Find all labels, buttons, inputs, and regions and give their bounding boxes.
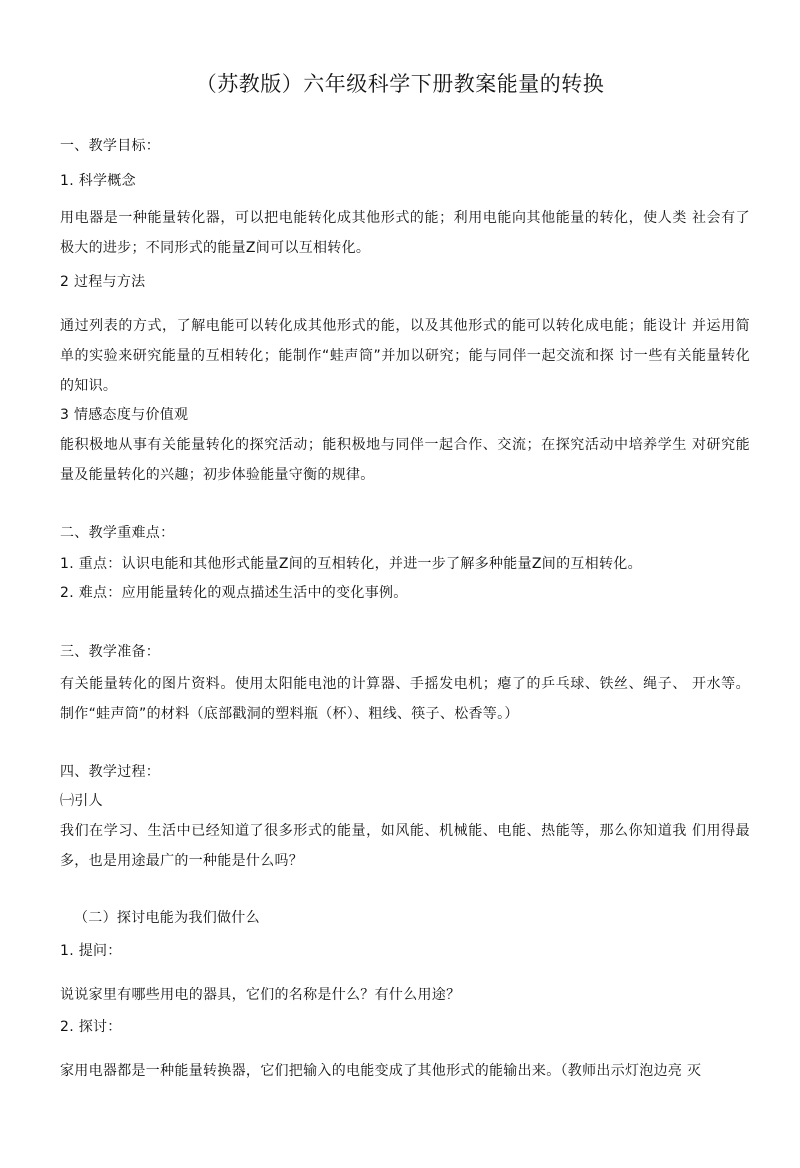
paragraph-question: 说说家里有哪些用电的器具，它们的名称是什么？有什么用途？ (60, 987, 461, 1003)
subheading-introduction: ㈠引人 (60, 793, 103, 809)
section-heading-key-points: 二、教学重难点： (60, 525, 175, 541)
section-heading-preparation: 三、教学准备： (60, 644, 161, 660)
paragraph-science-concepts: 用电器是一种能量转化器，可以把电能转化成其他形式的能；利用电能向其他能量的转化，使人类 社会有了极大的进步；不同形式的能量Z间可以互相转化。 (60, 210, 750, 256)
paragraph-discussion: 家用电器都是一种能量转换器，它们把输入的电能变成了其他形式的能输出来。（教师出示灯泡边亮 灭 (60, 1063, 702, 1079)
page-title: （苏教版）六年级科学下册教案能量的转换 (195, 72, 605, 96)
paragraph-process-methods: 通过列表的方式，了解电能可以转化成其他形式的能，以及其他形式的能可以转化成电能；能设计 并运用简单的实验来研究能量的互相转化；能制作“蛙声筒”并加以研究；能与同伴一起交流和探 讨一些有关能量转化的知识。 (60, 318, 750, 394)
paragraph-preparation: 有关能量转化的图片资料。使用太阳能电池的计算器、手摇发电机；瘪了的乒乓球、铁丝、绳子、 开水等。制作“蛙声筒”的材料（底部戳洞的塑料瓶（杯）、粗线、筷子、松香等。） (60, 676, 750, 722)
paragraph-attitudes-values: 能积极地从事有关能量转化的探究活动；能积极地与同伴一起合作、交流；在探究活动中培养学生 对研究能量及能量转化的兴趣；初步体验能量守衡的规律。 (60, 437, 750, 483)
subheading-process-methods: 2 过程与方法 (60, 274, 146, 290)
section-heading-objectives: 一、教学目标： (60, 138, 161, 154)
key-point-item: 1. 重点：认识电能和其他形式能量Z间的互相转化，并进一步了解多种能量Z间的互相转化。 (60, 556, 642, 572)
subheading-attitudes-values: 3 情感态度与价值观 (60, 407, 189, 423)
paragraph-introduction: 我们在学习、生活中已经知道了很多形式的能量，如风能、机械能、电能、热能等，那么你知道我 们用得最多，也是用途最广的一种能是什么吗？ (60, 823, 750, 869)
subheading-question: 1. 提问： (60, 943, 122, 959)
subheading-explore-electricity: （二）探讨电能为我们做什么 (74, 910, 260, 926)
subheading-science-concepts: 1. 科学概念 (60, 173, 136, 189)
difficult-point-item: 2. 难点：应用能量转化的观点描述生活中的变化事例。 (60, 585, 408, 601)
subheading-discussion: 2. 探讨： (60, 1019, 122, 1035)
section-heading-process: 四、教学过程： (60, 764, 161, 780)
